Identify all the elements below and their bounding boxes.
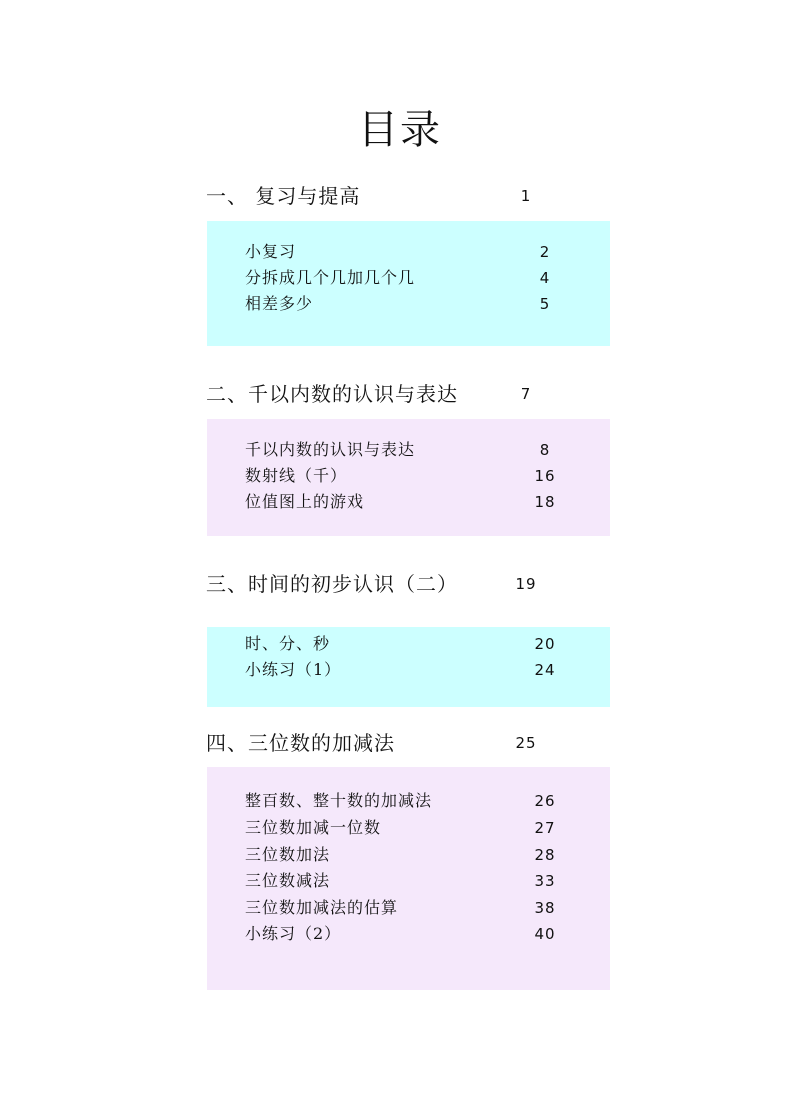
- section-page-number: 26: [534, 792, 556, 810]
- section-item[interactable]: [245, 895, 605, 921]
- section-page-number: 28: [534, 846, 556, 864]
- section-label: 位值图上的游戏: [245, 492, 365, 511]
- section-label: 分拆成几个几加几个几: [245, 268, 416, 287]
- section-item[interactable]: [245, 437, 605, 463]
- section-page-number: 33: [534, 872, 556, 890]
- section-label: 整百数、整十数的加减法: [245, 791, 433, 810]
- section-label: 三位数加减法的估算: [245, 898, 399, 917]
- section-item[interactable]: [245, 463, 605, 489]
- section-list-box: [207, 767, 610, 990]
- section-list-box: [207, 419, 610, 536]
- section-label: 相差多少: [245, 294, 314, 313]
- section-item[interactable]: [245, 265, 605, 291]
- section-item[interactable]: [245, 921, 605, 947]
- section-page-number: 4: [539, 269, 551, 287]
- section-list-box: [207, 627, 610, 707]
- chapter-label: 三、时间的初步认识（二）: [206, 572, 458, 596]
- chapter-heading[interactable]: [206, 568, 606, 600]
- section-item[interactable]: [245, 631, 605, 657]
- section-page-number: 8: [539, 441, 551, 459]
- page-title: 目录: [358, 107, 442, 153]
- section-item[interactable]: [245, 868, 605, 894]
- section-label: 三位数减法: [245, 871, 331, 890]
- section-label: 时、分、秒: [245, 634, 331, 653]
- section-label: 小复习: [245, 242, 297, 261]
- section-item[interactable]: [245, 842, 605, 868]
- chapter-page-number: 7: [520, 385, 532, 403]
- section-item[interactable]: [245, 291, 605, 317]
- section-page-number: 24: [534, 661, 556, 679]
- section-label: 千以内数的认识与表达: [245, 440, 416, 459]
- section-item[interactable]: [245, 788, 605, 814]
- section-page-number: 38: [534, 899, 556, 917]
- section-item[interactable]: [245, 239, 605, 265]
- section-page-number: 2: [539, 243, 551, 261]
- chapter-heading[interactable]: [206, 727, 606, 759]
- chapter-heading[interactable]: [206, 180, 606, 212]
- section-item[interactable]: [245, 815, 605, 841]
- section-item[interactable]: [245, 489, 605, 515]
- section-item[interactable]: [245, 657, 605, 683]
- section-label: 数射线（千）: [245, 466, 348, 485]
- chapter-page-number: 25: [515, 734, 537, 752]
- chapter-heading[interactable]: [206, 378, 606, 410]
- section-label: 三位数加减一位数: [245, 818, 382, 837]
- section-label: 三位数加法: [245, 845, 331, 864]
- chapter-label: 四、三位数的加减法: [206, 731, 395, 755]
- section-page-number: 27: [534, 819, 556, 837]
- section-list-box: [207, 221, 610, 346]
- chapter-page-number: 19: [515, 575, 537, 593]
- section-label: 小练习（1）: [245, 660, 342, 679]
- section-page-number: 16: [534, 467, 556, 485]
- section-label: 小练习（2）: [245, 924, 342, 943]
- chapter-page-number: 1: [520, 187, 532, 205]
- section-page-number: 40: [534, 925, 556, 943]
- chapter-label: 二、千以内数的认识与表达: [206, 382, 458, 406]
- section-page-number: 18: [534, 493, 556, 511]
- chapter-label: 一、 复习与提高: [206, 184, 361, 208]
- section-page-number: 20: [534, 635, 556, 653]
- section-page-number: 5: [539, 295, 551, 313]
